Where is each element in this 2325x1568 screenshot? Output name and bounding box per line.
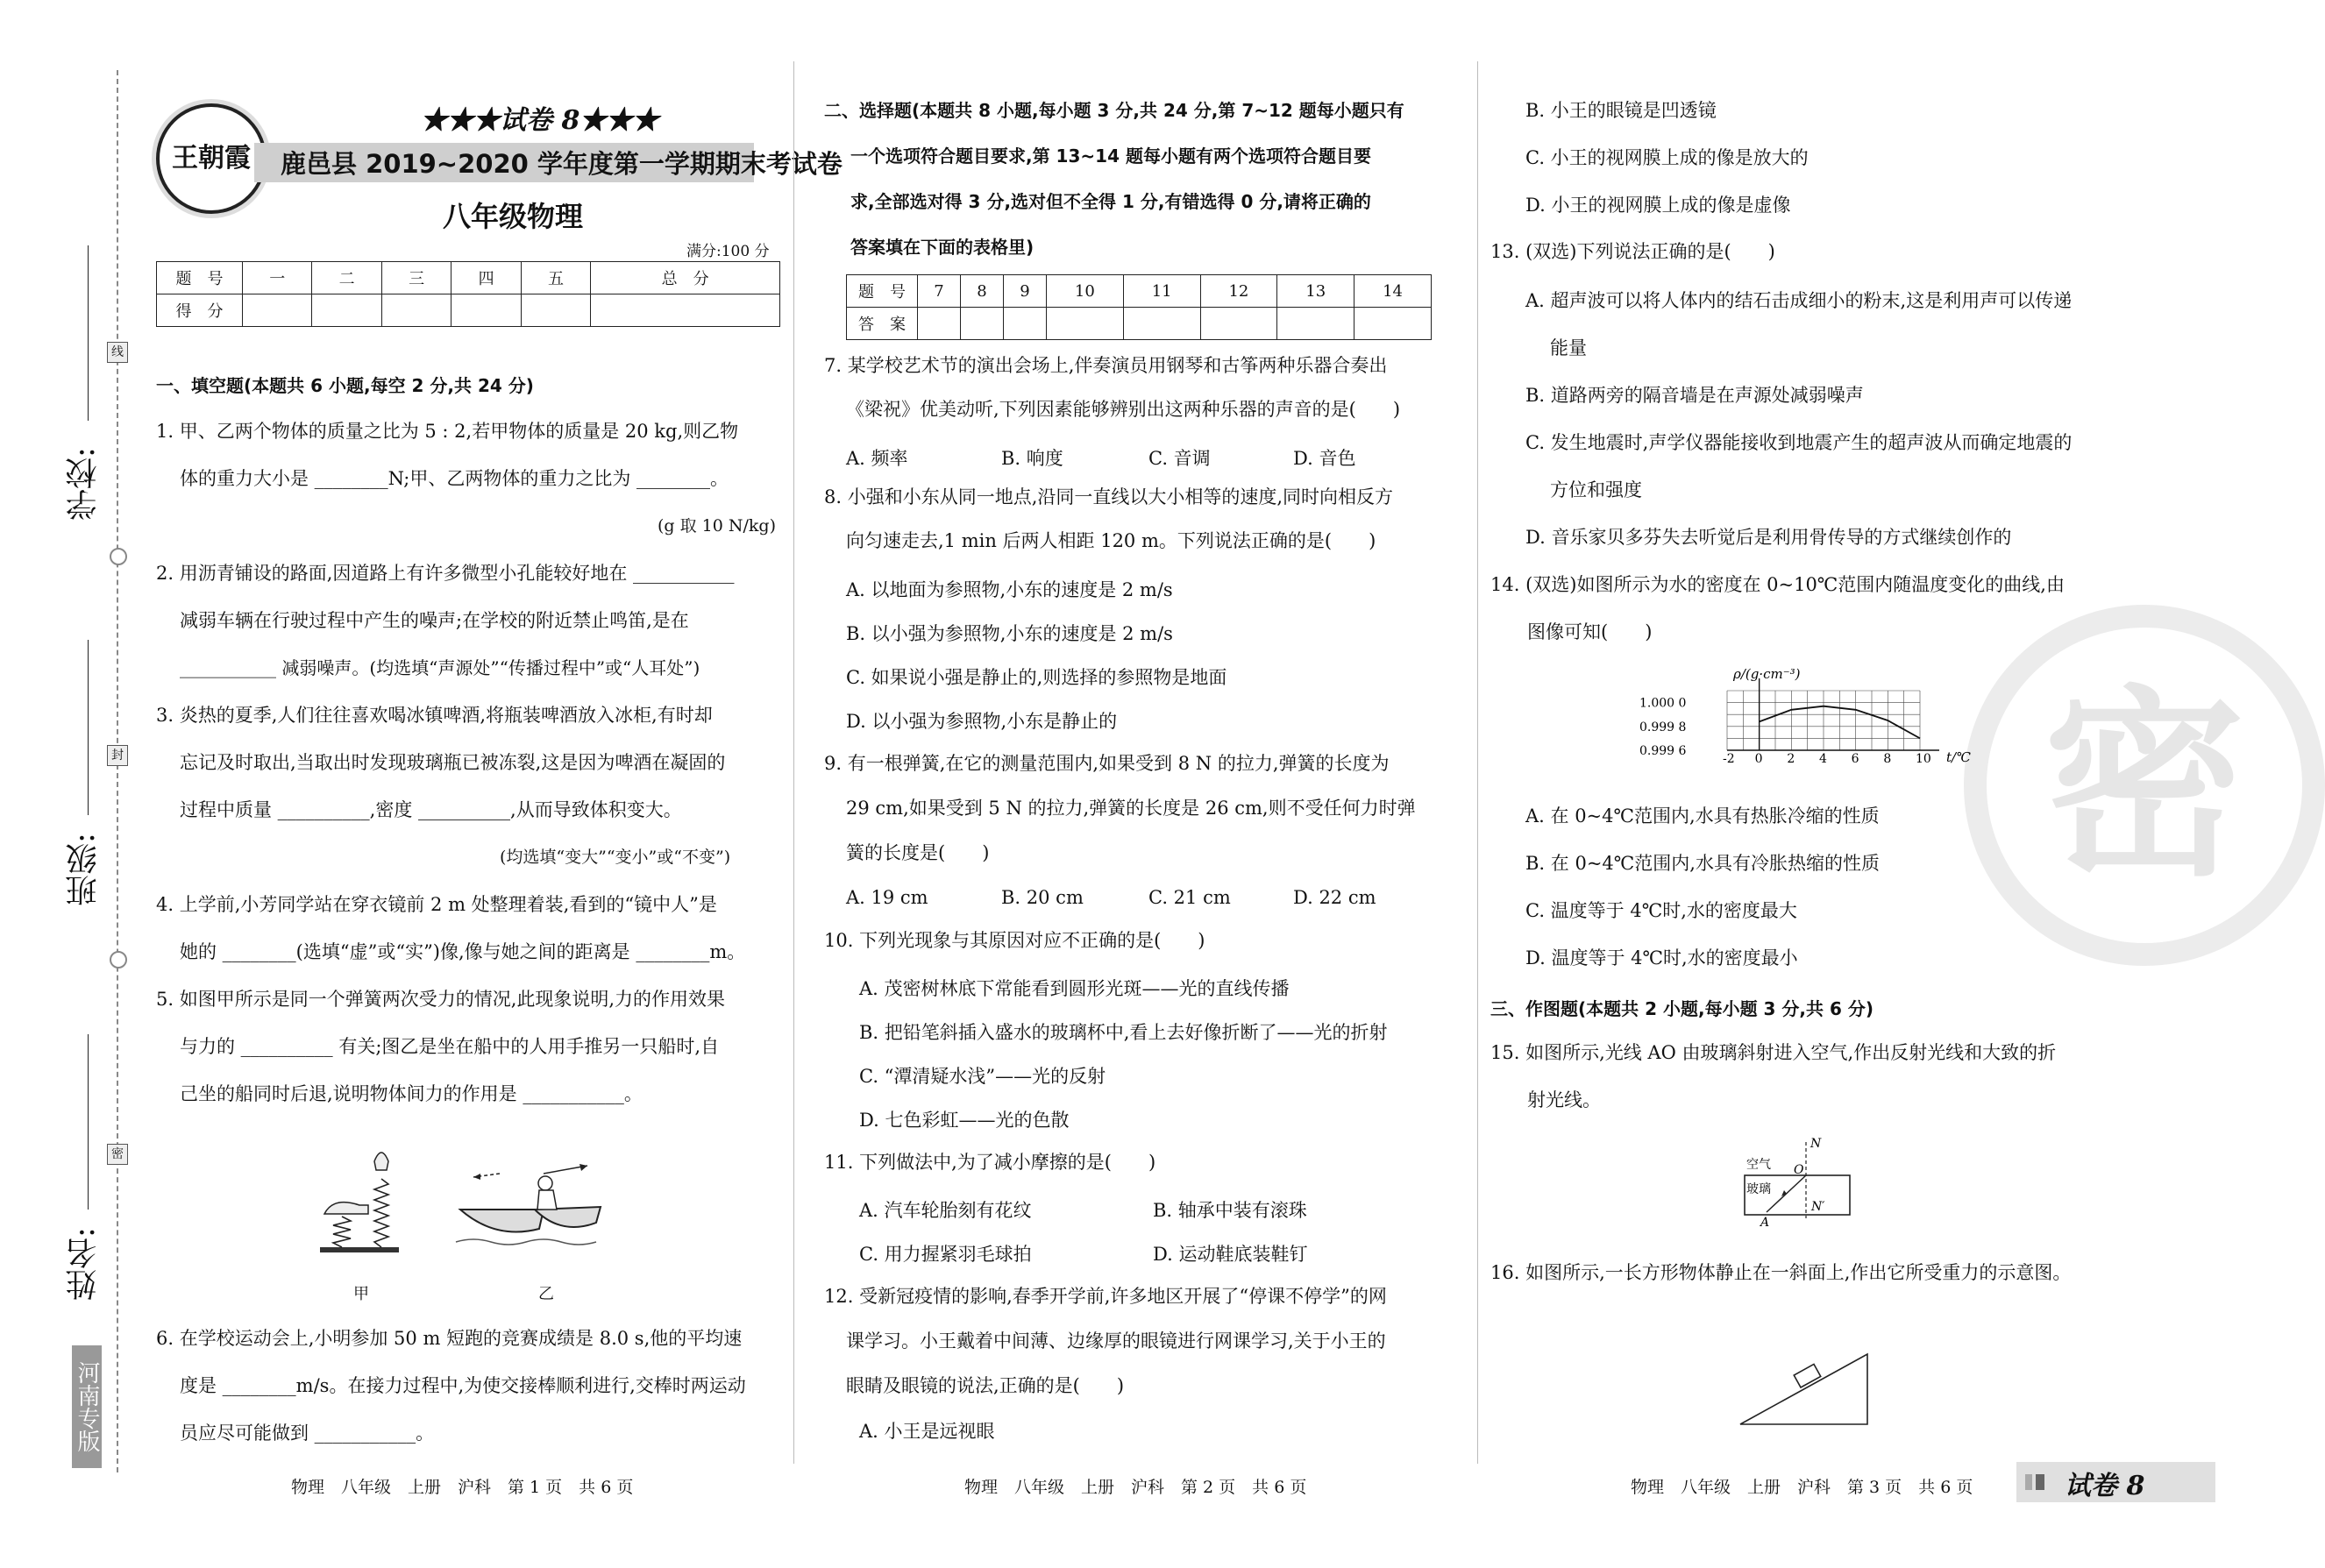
- q11-option-c[interactable]: C. 用力握紧羽毛球拍: [859, 1244, 1032, 1265]
- answer-col: 9: [1003, 275, 1046, 308]
- name-label: 姓名:: [66, 1227, 102, 1302]
- label-air: 空气: [1746, 1158, 1771, 1172]
- column-divider-2: [1477, 61, 1478, 1464]
- binding-dashed-line: [117, 70, 118, 1472]
- seal-mark-secret: 密: [107, 1144, 128, 1165]
- q13-option-d[interactable]: D. 音乐家贝多芬失去听觉后是利用骨传导的方式继续创作的: [1525, 527, 2012, 548]
- chart-x-tick-label: -2: [1723, 752, 1735, 766]
- footer-page-1: 物理 八年级 上册 沪科 第 1 页 共 6 页: [291, 1478, 634, 1497]
- chart-ylabel: ρ/(g·cm⁻³): [1733, 666, 1801, 682]
- watermark-seal: 密: [1964, 605, 2325, 966]
- q6-line2: 度是 ________m/s。在接力过程中,为使交接棒顺利进行,交棒时两运动: [180, 1375, 746, 1396]
- q3-line1: 3. 炎热的夏季,人们往往喜欢喝冰镇啤酒,将瓶装啤酒放入冰柜,有时却: [156, 705, 713, 726]
- answer-col: 10: [1046, 275, 1123, 308]
- section-2-line1: 二、选择题(本题共 8 小题,每小题 3 分,共 24 分,第 7~12 题每小题只有: [824, 100, 1404, 121]
- q5-line1: 5. 如图甲所示是同一个弹簧两次受力的情况,此现象说明,力的作用效果: [156, 989, 726, 1010]
- answer-cell[interactable]: [1200, 308, 1277, 340]
- q1-line1: 1. 甲、乙两个物体的质量之比为 5 : 2,若甲物体的质量是 20 kg,则乙物: [156, 421, 739, 442]
- score-cell[interactable]: [591, 294, 780, 327]
- chart-x-tick-label: 10: [1916, 752, 1931, 766]
- q12-line1: 12. 受新冠疫情的影响,春季开学前,许多地区开展了“停课不停学”的网: [824, 1286, 1387, 1307]
- q2-line2: 减弱车辆在行驶过程中产生的噪声;在学校的附近禁止鸣笛,是在: [180, 610, 689, 631]
- answer-cell[interactable]: [960, 308, 1003, 340]
- q3-note: (均选填“变大”“变小”或“不变”): [500, 848, 731, 867]
- score-cell[interactable]: [243, 294, 312, 327]
- q7-option-c[interactable]: C. 音调: [1148, 448, 1211, 469]
- q1-note: (g 取 10 N/kg): [658, 516, 776, 536]
- q13-option-a-cont: 能量: [1550, 337, 1587, 358]
- q10-option-c[interactable]: C. “潭清疑水浅”——光的反射: [859, 1066, 1106, 1087]
- person-body: [537, 1190, 557, 1210]
- section-2-line2: 一个选项符合题目要求,第 13~14 题每小题有两个选项符合题目要: [850, 145, 1371, 167]
- refraction-figure: [1736, 1135, 1867, 1240]
- exam-title: 鹿邑县 2019~2020 学年度第一学期期末考试卷: [281, 149, 843, 179]
- score-cell[interactable]: [312, 294, 381, 327]
- q10-option-b[interactable]: B. 把铅笔斜插入盛水的玻璃杯中,看上去好像折断了——光的折射: [859, 1022, 1388, 1043]
- class-line: [88, 640, 89, 815]
- q14-line2: 图像可知( ): [1527, 621, 1653, 642]
- water: [456, 1239, 596, 1245]
- q10-option-d[interactable]: D. 七色彩虹——光的色散: [859, 1110, 1070, 1131]
- q13-option-c-cont: 方位和强度: [1550, 479, 1642, 500]
- name-line: [88, 1034, 89, 1210]
- q4-line1: 4. 上学前,小芳同学站在穿衣镜前 2 m 处整理着装,看到的“镜中人”是: [156, 894, 717, 915]
- chart-x-tick-label: 2: [1787, 752, 1795, 766]
- q14-option-b[interactable]: B. 在 0~4℃范围内,水具有冷胀热缩的性质: [1525, 853, 1880, 874]
- score-col-3: 三: [381, 262, 451, 294]
- q16-text: 16. 如图所示,一长方形物体静止在一斜面上,作出它所受重力的示意图。: [1490, 1262, 2072, 1283]
- section-3-heading: 三、作图题(本题共 2 小题,每小题 3 分,共 6 分): [1490, 998, 1874, 1019]
- footer-page-2: 物理 八年级 上册 沪科 第 2 页 共 6 页: [964, 1478, 1307, 1497]
- fig-label-jia: 甲: [353, 1285, 369, 1303]
- label-N-prime: N′: [1811, 1200, 1825, 1214]
- chart-y-tick-label: 0.999 8: [1639, 720, 1687, 734]
- spring-coil-right: [374, 1179, 388, 1247]
- chart-x-tick-label: 6: [1851, 752, 1859, 766]
- label-O: O: [1794, 1163, 1804, 1177]
- answer-cell[interactable]: [1277, 308, 1354, 340]
- q8-option-b[interactable]: B. 以小强为参照物,小东的速度是 2 m/s: [846, 623, 1173, 644]
- score-col-4: 四: [451, 262, 521, 294]
- boats-figure: [456, 1161, 605, 1258]
- density-chart: [1622, 666, 1990, 780]
- q13-option-c[interactable]: C. 发生地震时,声学仪器能接收到地震产生的超声波从而确定地震的: [1525, 432, 2073, 453]
- q7-line2: 《梁祝》优美动听,下列因素能够辨别出这两种乐器的声音的是( ): [846, 399, 1401, 420]
- q7-option-b[interactable]: B. 响度: [1001, 448, 1063, 469]
- q12-line3: 眼睛及眼镜的说法,正确的是( ): [846, 1375, 1125, 1396]
- ring-icon-1: [110, 548, 127, 565]
- q7-option-d[interactable]: D. 音色: [1293, 448, 1356, 469]
- school-label: 学校:: [66, 447, 102, 521]
- q5-line3: 己坐的船同时后退,说明物体间力的作用是 ___________。: [180, 1083, 643, 1104]
- corner-label: 试卷 8: [2065, 1471, 2145, 1501]
- answer-col: 11: [1123, 275, 1200, 308]
- q12-option-b[interactable]: B. 小王的眼镜是凹透镜: [1525, 100, 1717, 121]
- edition-label: 河南专版: [72, 1345, 102, 1468]
- chart-ticks: [1639, 697, 1931, 766]
- answer-cell[interactable]: [1046, 308, 1123, 340]
- q6-line3: 员应尽可能做到 ___________。: [180, 1423, 435, 1444]
- boat-left: [460, 1210, 544, 1232]
- chart-y-tick-label: 0.999 6: [1639, 744, 1687, 758]
- q14-option-d[interactable]: D. 温度等于 4℃时,水的密度最小: [1525, 947, 1798, 968]
- answer-cell[interactable]: [1123, 308, 1200, 340]
- q8-line2: 向匀速走去,1 min 后两人相距 120 m。下列说法正确的是( ): [846, 530, 1376, 551]
- score-col-2: 二: [312, 262, 381, 294]
- incline-figure: [1736, 1345, 1876, 1433]
- q10-stem: 10. 下列光现象与其原因对应不正确的是( ): [824, 930, 1205, 951]
- q8-option-d[interactable]: D. 以小强为参照物,小东是静止的: [846, 711, 1118, 732]
- q5-line2: 与力的 __________ 有关;图乙是坐在船中的人用手推另一只船时,自: [180, 1036, 720, 1057]
- answer-cell[interactable]: [918, 308, 961, 340]
- section-2-line3: 求,全部选对得 3 分,选对但不全得 1 分,有错选得 0 分,请将正确的: [850, 191, 1371, 212]
- label-A: A: [1760, 1216, 1770, 1230]
- q12-line2: 课学习。小王戴着中间薄、边缘厚的眼镜进行网课学习,关于小王的: [846, 1330, 1386, 1352]
- fig-label-yi: 乙: [538, 1285, 554, 1303]
- q14-line1: 14. (双选)如图所示为水的密度在 0~10℃范围内随温度变化的曲线,由: [1490, 574, 2065, 595]
- q9-line1: 9. 有一根弹簧,在它的测量范围内,如果受到 8 N 的拉力,弹簧的长度为: [824, 753, 1390, 774]
- spring-coil-left: [333, 1217, 351, 1247]
- score-row-label: 得 分: [157, 294, 243, 327]
- score-cell[interactable]: [451, 294, 521, 327]
- label-glass: 玻璃: [1746, 1182, 1771, 1196]
- person-head: [538, 1176, 552, 1190]
- chart-y-tick-label: 1.000 0: [1639, 696, 1687, 711]
- footer-page-3: 物理 八年级 上册 沪科 第 3 页 共 6 页: [1631, 1478, 1973, 1497]
- q13-option-b[interactable]: B. 道路两旁的隔音墙是在声源处减弱噪声: [1525, 385, 1864, 406]
- q14-option-c[interactable]: C. 温度等于 4℃时,水的密度最大: [1525, 900, 1797, 921]
- chart-grid: [1727, 691, 1920, 750]
- q13-option-a[interactable]: A. 超声波可以将人体内的结石击成细小的粉末,这是利用声可以传递: [1525, 290, 2073, 311]
- full-score: 满分:100 分: [686, 243, 770, 260]
- q12-option-a[interactable]: A. 小王是远视眼: [859, 1421, 995, 1442]
- q3-line2: 忘记及时取出,当取出时发现玻璃瓶已被冻裂,这是因为啤酒在凝固的: [180, 752, 726, 773]
- score-table: [156, 261, 780, 327]
- seal-mark-seal: 封: [107, 745, 128, 766]
- q15-line1: 15. 如图所示,光线 AO 由玻璃斜射进入空气,作出反射光线和大致的折: [1490, 1042, 2057, 1063]
- q12-option-c[interactable]: C. 小王的视网膜上成的像是放大的: [1525, 147, 1809, 168]
- score-col-1: 一: [243, 262, 312, 294]
- score-col-total: 总 分: [591, 262, 780, 294]
- logo-text: 王朝霞: [172, 143, 251, 174]
- label-N: N: [1810, 1137, 1822, 1151]
- ring-icon-2: [110, 951, 127, 968]
- q14-option-a[interactable]: A. 在 0~4℃范围内,水具有热胀冷缩的性质: [1525, 805, 1880, 827]
- answer-col: 14: [1354, 275, 1432, 308]
- class-label: 班级:: [66, 833, 102, 907]
- spring-figure: [311, 1135, 408, 1258]
- spring-base: [320, 1247, 399, 1252]
- subject-title: 八年级物理: [443, 200, 584, 233]
- answer-col: 12: [1200, 275, 1277, 308]
- q8-option-c[interactable]: C. 如果说小强是静止的,则选择的参照物是地面: [846, 667, 1227, 688]
- answer-header-label: 题 号: [847, 275, 918, 308]
- hand-push: [324, 1203, 368, 1214]
- hand-pull: [374, 1153, 388, 1170]
- brand-logo: [156, 103, 267, 214]
- answer-table: [846, 274, 1432, 340]
- column-divider-1: [793, 61, 794, 1464]
- q7-option-a[interactable]: A. 频率: [846, 448, 908, 469]
- chart-xlabel: t/℃: [1946, 749, 1971, 765]
- q3-line3: 过程中质量 __________,密度 __________,从而导致体积变大。: [180, 799, 682, 820]
- series-label: ★★★试卷 8★★★: [421, 105, 659, 136]
- school-line: [88, 245, 89, 421]
- q2-line3: ___________ 减弱噪声。(均选填“声源处”“传播过程中”或“人耳处”): [180, 657, 700, 678]
- q13-stem: 13. (双选)下列说法正确的是( ): [1490, 241, 1775, 262]
- chart-x-tick-label: 0: [1754, 752, 1763, 766]
- score-cell[interactable]: [381, 294, 451, 327]
- q9-option-a[interactable]: A. 19 cm: [846, 887, 928, 908]
- answer-cell[interactable]: [1003, 308, 1046, 340]
- q11-option-d[interactable]: D. 运动鞋底装鞋钉: [1153, 1244, 1308, 1265]
- answer-cell[interactable]: [1354, 308, 1432, 340]
- q9-line2: 29 cm,如果受到 5 N 的拉力,弹簧的长度是 26 cm,则不受任何力时弹: [846, 798, 1416, 819]
- incline-slope: [1740, 1354, 1867, 1424]
- q9-option-c[interactable]: C. 21 cm: [1148, 887, 1231, 908]
- seal-mark-line: 线: [107, 342, 128, 363]
- q11-option-a[interactable]: A. 汽车轮胎刻有花纹: [859, 1200, 1032, 1221]
- q9-line3: 簧的长度是( ): [846, 842, 990, 863]
- q8-line1: 8. 小强和小东从同一地点,沿同一直线以大小相等的速度,同时向相反方: [824, 486, 1394, 507]
- q7-line1: 7. 某学校艺术节的演出会场上,伴奏演员用钢琴和古筝两种乐器合奏出: [824, 355, 1388, 376]
- score-col-5: 五: [521, 262, 590, 294]
- q12-option-d[interactable]: D. 小王的视网膜上成的像是虚像: [1525, 195, 1791, 216]
- q2-line1: 2. 用沥青铺设的路面,因道路上有许多微型小孔能较好地在 ___________: [156, 563, 735, 584]
- score-cell[interactable]: [521, 294, 590, 327]
- incline-block: [1794, 1364, 1820, 1387]
- q9-option-d[interactable]: D. 22 cm: [1293, 887, 1376, 908]
- chart-x-tick-label: 8: [1883, 752, 1892, 766]
- answer-col: 7: [918, 275, 961, 308]
- q11-stem: 11. 下列做法中,为了减小摩擦的是( ): [824, 1152, 1156, 1173]
- chart-x-tick-label: 4: [1819, 752, 1827, 766]
- score-header-label: 题 号: [157, 262, 243, 294]
- answer-col: 13: [1277, 275, 1354, 308]
- section-1-heading: 一、填空题(本题共 6 小题,每空 2 分,共 24 分): [156, 375, 534, 396]
- answer-row-label: 答 案: [847, 308, 918, 340]
- answer-col: 8: [960, 275, 1003, 308]
- q15-line2: 射光线。: [1527, 1089, 1601, 1110]
- section-2-line4: 答案填在下面的表格里): [850, 237, 1035, 258]
- q6-line1: 6. 在学校运动会上,小明参加 50 m 短跑的竞赛成绩是 8.0 s,他的平均速: [156, 1328, 743, 1349]
- q4-line2: 她的 ________(选填“虚”或“实”)像,像与她之间的距离是 ________m。: [180, 941, 746, 962]
- q10-option-a[interactable]: A. 茂密树林底下常能看到圆形光斑——光的直线传播: [859, 978, 1290, 999]
- q9-option-b[interactable]: B. 20 cm: [1001, 887, 1084, 908]
- corner-squares-icon: [2025, 1474, 2044, 1490]
- q11-option-b[interactable]: B. 轴承中装有滚珠: [1153, 1200, 1307, 1221]
- q8-option-a[interactable]: A. 以地面为参照物,小东的速度是 2 m/s: [846, 579, 1173, 600]
- q1-line2: 体的重力大小是 ________N;甲、乙两物体的重力之比为 ________。: [180, 468, 729, 489]
